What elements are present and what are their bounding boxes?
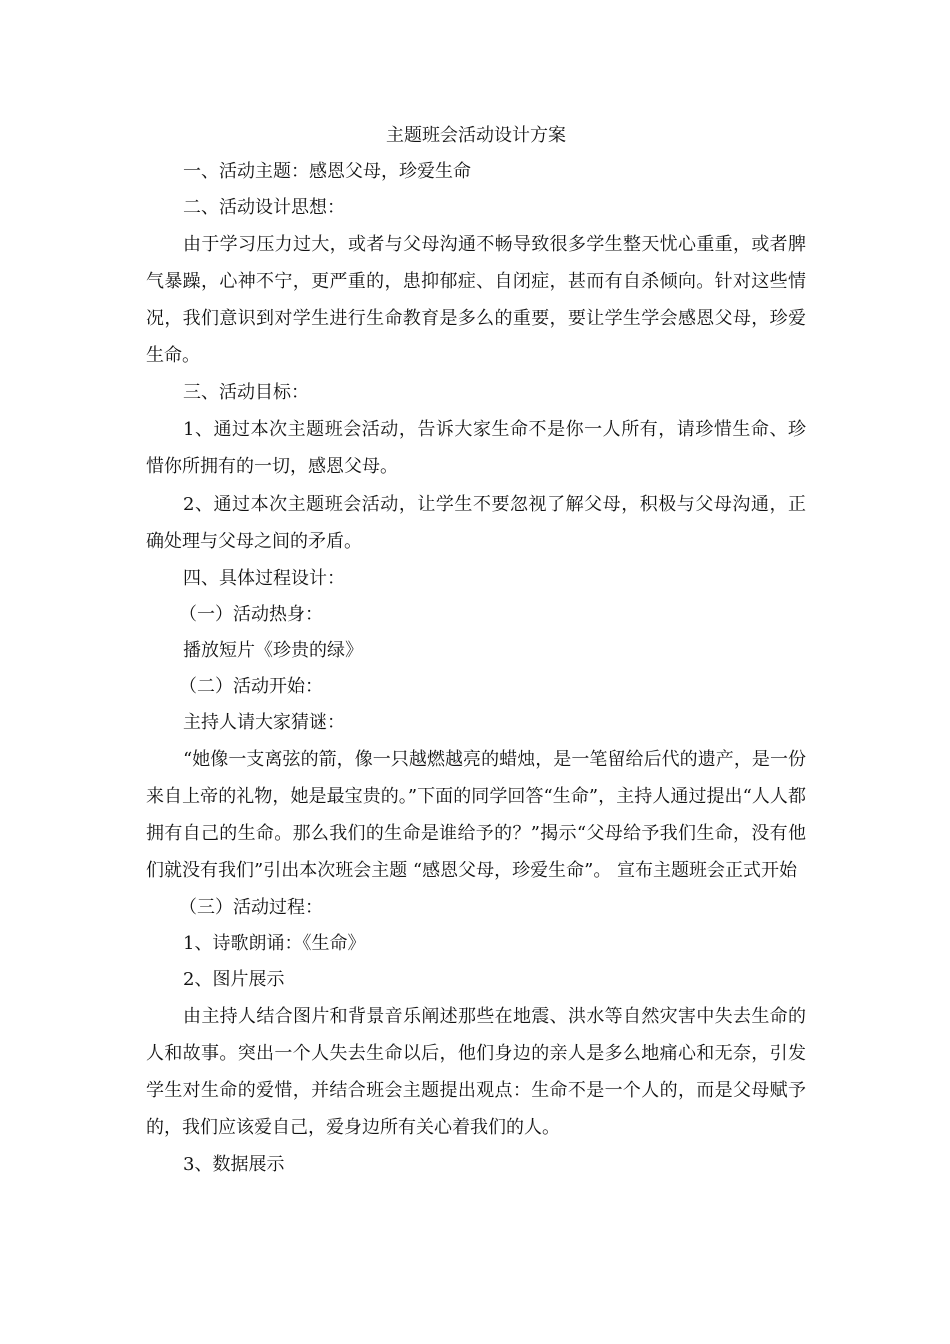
paragraph-goal-2: 2、通过本次主题班会活动，让学生不要忽视了解父母，积极与父母沟通，正确处理与父母之间的矛盾。 — [146, 494, 806, 552]
subheading-activity-process: （三）活动过程： — [179, 897, 323, 918]
item-data-display: 3、数据展示 — [183, 1154, 285, 1175]
document-body — [146, 118, 806, 1183]
document-title: 主题班会活动设计方案 — [386, 125, 566, 146]
item-picture-display: 2、图片展示 — [183, 969, 285, 990]
text-riddle-intro: 主持人请大家猜谜： — [183, 712, 345, 733]
subheading-warmup: （一）活动热身： — [179, 604, 323, 625]
section-heading-process: 四、具体过程设计： — [183, 568, 345, 589]
item-poem-recital: 1、诗歌朗诵：《生命》 — [183, 933, 366, 954]
section-heading-design-idea: 二、活动设计思想： — [183, 197, 345, 218]
paragraph-riddle: “她像一支离弦的箭，像一只越燃越亮的蜡烛，是一笔留给后代的遗产，是一份来自上帝的礼物，她是最宝贵的。”下面的同学回答“生命”，主持人通过提出“人人都拥有自己的生命。那么我们的生命是谁给予的？”揭示“父母给予我们生命，没有他们就没有我们”引出本次班会主题 “感恩父母，珍爱生命”。 宣布主题班会正式开始 — [146, 749, 806, 881]
text-play-video: 播放短片《珍贵的绿》 — [183, 640, 363, 661]
paragraph-picture-display: 由主持人结合图片和背景音乐阐述那些在地震、洪水等自然灾害中失去生命的人和故事。突出一个人失去生命以后，他们身边的亲人是多么地痛心和无奈，引发学生对生命的爱惜，并结合班会主题提出观点：生命不是一个人的，而是父母赋予的，我们应该爱自己，爱身边所有关心着我们的人。 — [146, 1006, 806, 1138]
section-heading-goals: 三、活动目标： — [183, 382, 309, 403]
paragraph-goal-1: 1、通过本次主题班会活动，告诉大家生命不是你一人所有，请珍惜生命、珍惜你所拥有的一切，感恩父母。 — [146, 419, 806, 477]
subheading-start: （二）活动开始： — [179, 676, 323, 697]
section-heading-theme: 一、活动主题：感恩父母，珍爱生命 — [183, 161, 471, 182]
paragraph-design-idea: 由于学习压力过大，或者与父母沟通不畅导致很多学生整天忧心重重，或者脾气暴躁，心神不宁，更严重的，患抑郁症、自闭症，甚而有自杀倾向。针对这些情况，我们意识到对学生进行生命教育是多么的重要，要让学生学会感恩父母，珍爱生命。 — [146, 234, 806, 366]
